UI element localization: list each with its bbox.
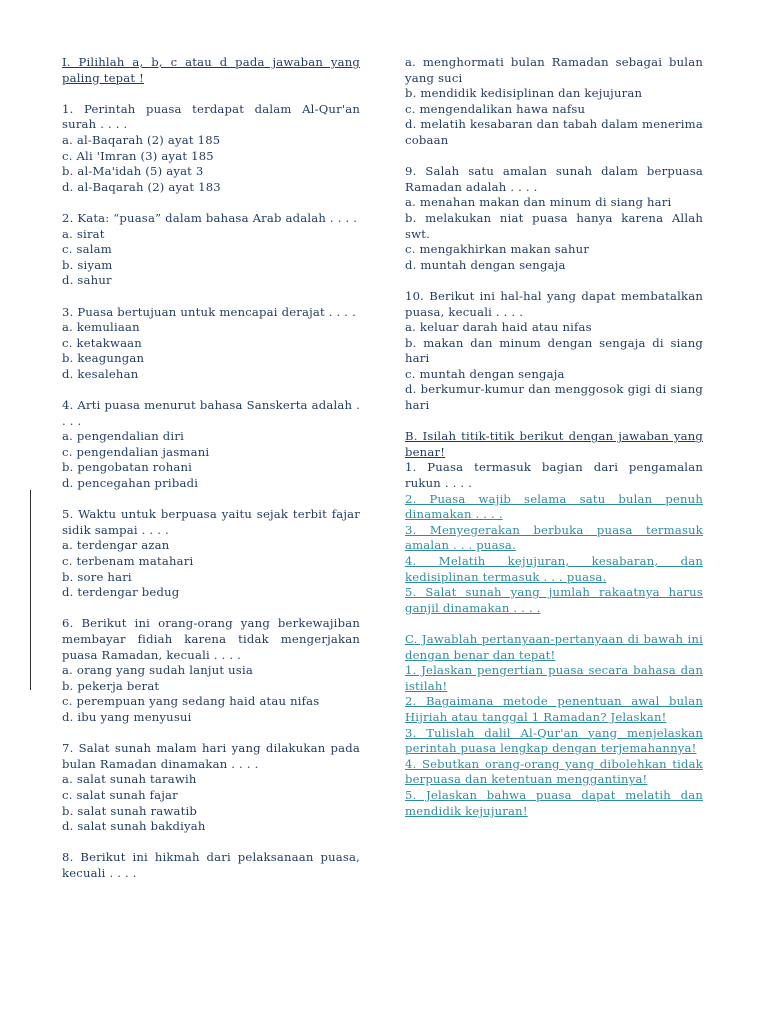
question-text: 2. Kata: “puasa” dalam bahasa Arab adalah . . . . bbox=[62, 210, 358, 225]
answer-option: a. al-Baqarah (2) ayat 185 bbox=[62, 132, 221, 147]
answer-option: a. kemuliaan bbox=[62, 320, 140, 335]
answer-option: d. melatih kesabaran dan tabah dalam menerima cobaan bbox=[405, 117, 703, 147]
answer-option: b. siyam bbox=[62, 257, 113, 272]
question-text: 10. Berikut ini hal-hal yang dapat membatalkan puasa, kecuali . . . . bbox=[405, 288, 703, 319]
answer-option: c. salam bbox=[62, 242, 112, 257]
answer-option: c. Ali 'Imran (3) ayat 185 bbox=[62, 148, 214, 163]
section-c bbox=[405, 632, 703, 819]
section-c-item: 3. Tulislah dalil Al-Qur'an yang menjelaskan perintah puasa lengkap dengan terjemahannya! bbox=[405, 725, 703, 756]
answer-option: a. menahan makan dan minum di siang hari bbox=[405, 195, 672, 210]
section-c-item: 5. Jelaskan bahwa puasa dapat melatih dan mendidik kejujuran! bbox=[405, 787, 703, 818]
answer-option: a. pengendalian diri bbox=[62, 429, 184, 444]
answer-option: a. terdengar azan bbox=[62, 538, 170, 553]
question bbox=[405, 164, 703, 273]
answer-option: d. ibu yang menyusui bbox=[62, 709, 192, 724]
left-column bbox=[62, 55, 360, 897]
answer-option: a. menghormati bulan Ramadan sebagai bulan yang suci bbox=[405, 55, 703, 85]
answer-option: a. orang yang sudah lanjut usia bbox=[62, 663, 253, 678]
section-b bbox=[405, 429, 703, 616]
question bbox=[62, 850, 360, 881]
section-c-item: 4. Sebutkan orang-orang yang dibolehkan tidak berpuasa dan ketentuan menggantinya! bbox=[405, 756, 703, 787]
answer-option: d. sahur bbox=[62, 273, 112, 288]
question-text: 7. Salat sunah malam hari yang dilakukan pada bulan Ramadan dinamakan . . . . bbox=[62, 741, 360, 771]
section-b-item: 2. Puasa wajib selama satu bulan penuh dinamakan . . . . bbox=[405, 491, 703, 522]
right-column bbox=[405, 55, 703, 835]
question bbox=[62, 102, 360, 196]
question-text: 6. Berikut ini orang-orang yang berkewajiban membayar fidiah karena tidak mengerjakan puasa Ramadan, kecuali . . . . bbox=[62, 616, 360, 662]
section-b-item: 3. Menyegerakan berbuka puasa termasuk amalan . . . puasa. bbox=[405, 522, 703, 553]
answer-option: c. terbenam matahari bbox=[62, 554, 194, 568]
question-text: 9. Salah satu amalan sunah dalam berpuasa Ramadan adalah . . . . bbox=[405, 164, 703, 194]
question bbox=[62, 741, 360, 835]
question bbox=[62, 305, 360, 383]
answer-option: a. salat sunah tarawih bbox=[62, 772, 197, 787]
answer-option: c. ketakwaan bbox=[62, 335, 142, 350]
answer-option: c. muntah dengan sengaja bbox=[405, 366, 565, 381]
answer-option: d. terdengar bedug bbox=[62, 585, 180, 600]
answer-option: b. pekerja berat bbox=[62, 678, 160, 693]
answer-option: b. mendidik kedisiplinan dan kejujuran bbox=[405, 86, 643, 101]
answer-option: d. al-Baqarah (2) ayat 183 bbox=[62, 179, 221, 194]
question bbox=[405, 289, 703, 414]
section-c-item: 2. Bagaimana metode penentuan awal bulan Hijriah atau tanggal 1 Ramadan? Jelaskan! bbox=[405, 694, 703, 724]
question bbox=[62, 398, 360, 492]
margin-line bbox=[30, 490, 31, 690]
section-a-heading: I. Pilihlah a, b, c atau d pada jawaban yang paling tepat ! bbox=[62, 55, 360, 85]
answer-option: b. pengobatan rohani bbox=[62, 460, 193, 475]
answer-option: c. perempuan yang sedang haid atau nifas bbox=[62, 694, 320, 709]
answer-option: c. mengendalikan hawa nafsu bbox=[405, 101, 586, 116]
section-b-item: 5. Salat sunah yang jumlah rakaatnya harus ganjil dinamakan . . . . bbox=[405, 585, 703, 615]
question-text: 3. Puasa bertujuan untuk mencapai derajat . . . . bbox=[62, 304, 356, 319]
answer-option: a. sirat bbox=[62, 226, 105, 241]
question-text: 8. Berikut ini hikmah dari pelaksanaan puasa, kecuali . . . . bbox=[62, 850, 360, 880]
answer-option: b. makan dan minum dengan sengaja di siang hari bbox=[405, 335, 703, 366]
answer-option: b. sore hari bbox=[62, 569, 132, 584]
question bbox=[405, 55, 703, 149]
question-text: 5. Waktu untuk berpuasa yaitu sejak terbit fajar sidik sampai . . . . bbox=[62, 507, 360, 537]
answer-option: c. salat sunah fajar bbox=[62, 787, 178, 802]
answer-option: b. keagungan bbox=[62, 351, 145, 366]
answer-option: d. pencegahan pribadi bbox=[62, 476, 199, 491]
section-c-heading: C. Jawablah pertanyaan-pertanyaan di bawah ini dengan benar dan tepat! bbox=[405, 631, 703, 662]
question bbox=[62, 616, 360, 725]
answer-option: d. muntah dengan sengaja bbox=[405, 257, 566, 272]
question-text: 4. Arti puasa menurut bahasa Sanskerta adalah . . . . bbox=[62, 398, 360, 428]
section-b-heading: B. Isilah titik-titik berikut dengan jawaban yang benar! bbox=[405, 429, 703, 459]
answer-option: a. keluar darah haid atau nifas bbox=[405, 320, 592, 335]
question bbox=[62, 211, 360, 289]
answer-option: b. melakukan niat puasa hanya karena Allah swt. bbox=[405, 210, 703, 241]
answer-option: c. pengendalian jasmani bbox=[62, 444, 210, 459]
question-text: 1. Perintah puasa terdapat dalam Al-Qur'an surah . . . . bbox=[62, 101, 360, 132]
answer-option: c. mengakhirkan makan sahur bbox=[405, 242, 590, 257]
answer-option: b. salat sunah rawatib bbox=[62, 803, 198, 818]
answer-option: d. salat sunah bakdiyah bbox=[62, 819, 206, 834]
question bbox=[62, 507, 360, 601]
section-b-item: 1. Puasa termasuk bagian dari pengamalan rukun . . . . bbox=[405, 460, 703, 491]
answer-option: d. kesalehan bbox=[62, 366, 139, 381]
section-c-item: 1. Jelaskan pengertian puasa secara bahasa dan istilah! bbox=[405, 663, 703, 693]
answer-option: b. al-Ma'idah (5) ayat 3 bbox=[62, 164, 204, 179]
answer-option: d. berkumur-kumur dan menggosok gigi di siang hari bbox=[405, 382, 703, 413]
section-b-item: 4. Melatih kejujuran, kesabaran, dan kedisiplinan termasuk . . . puasa. bbox=[405, 554, 703, 584]
